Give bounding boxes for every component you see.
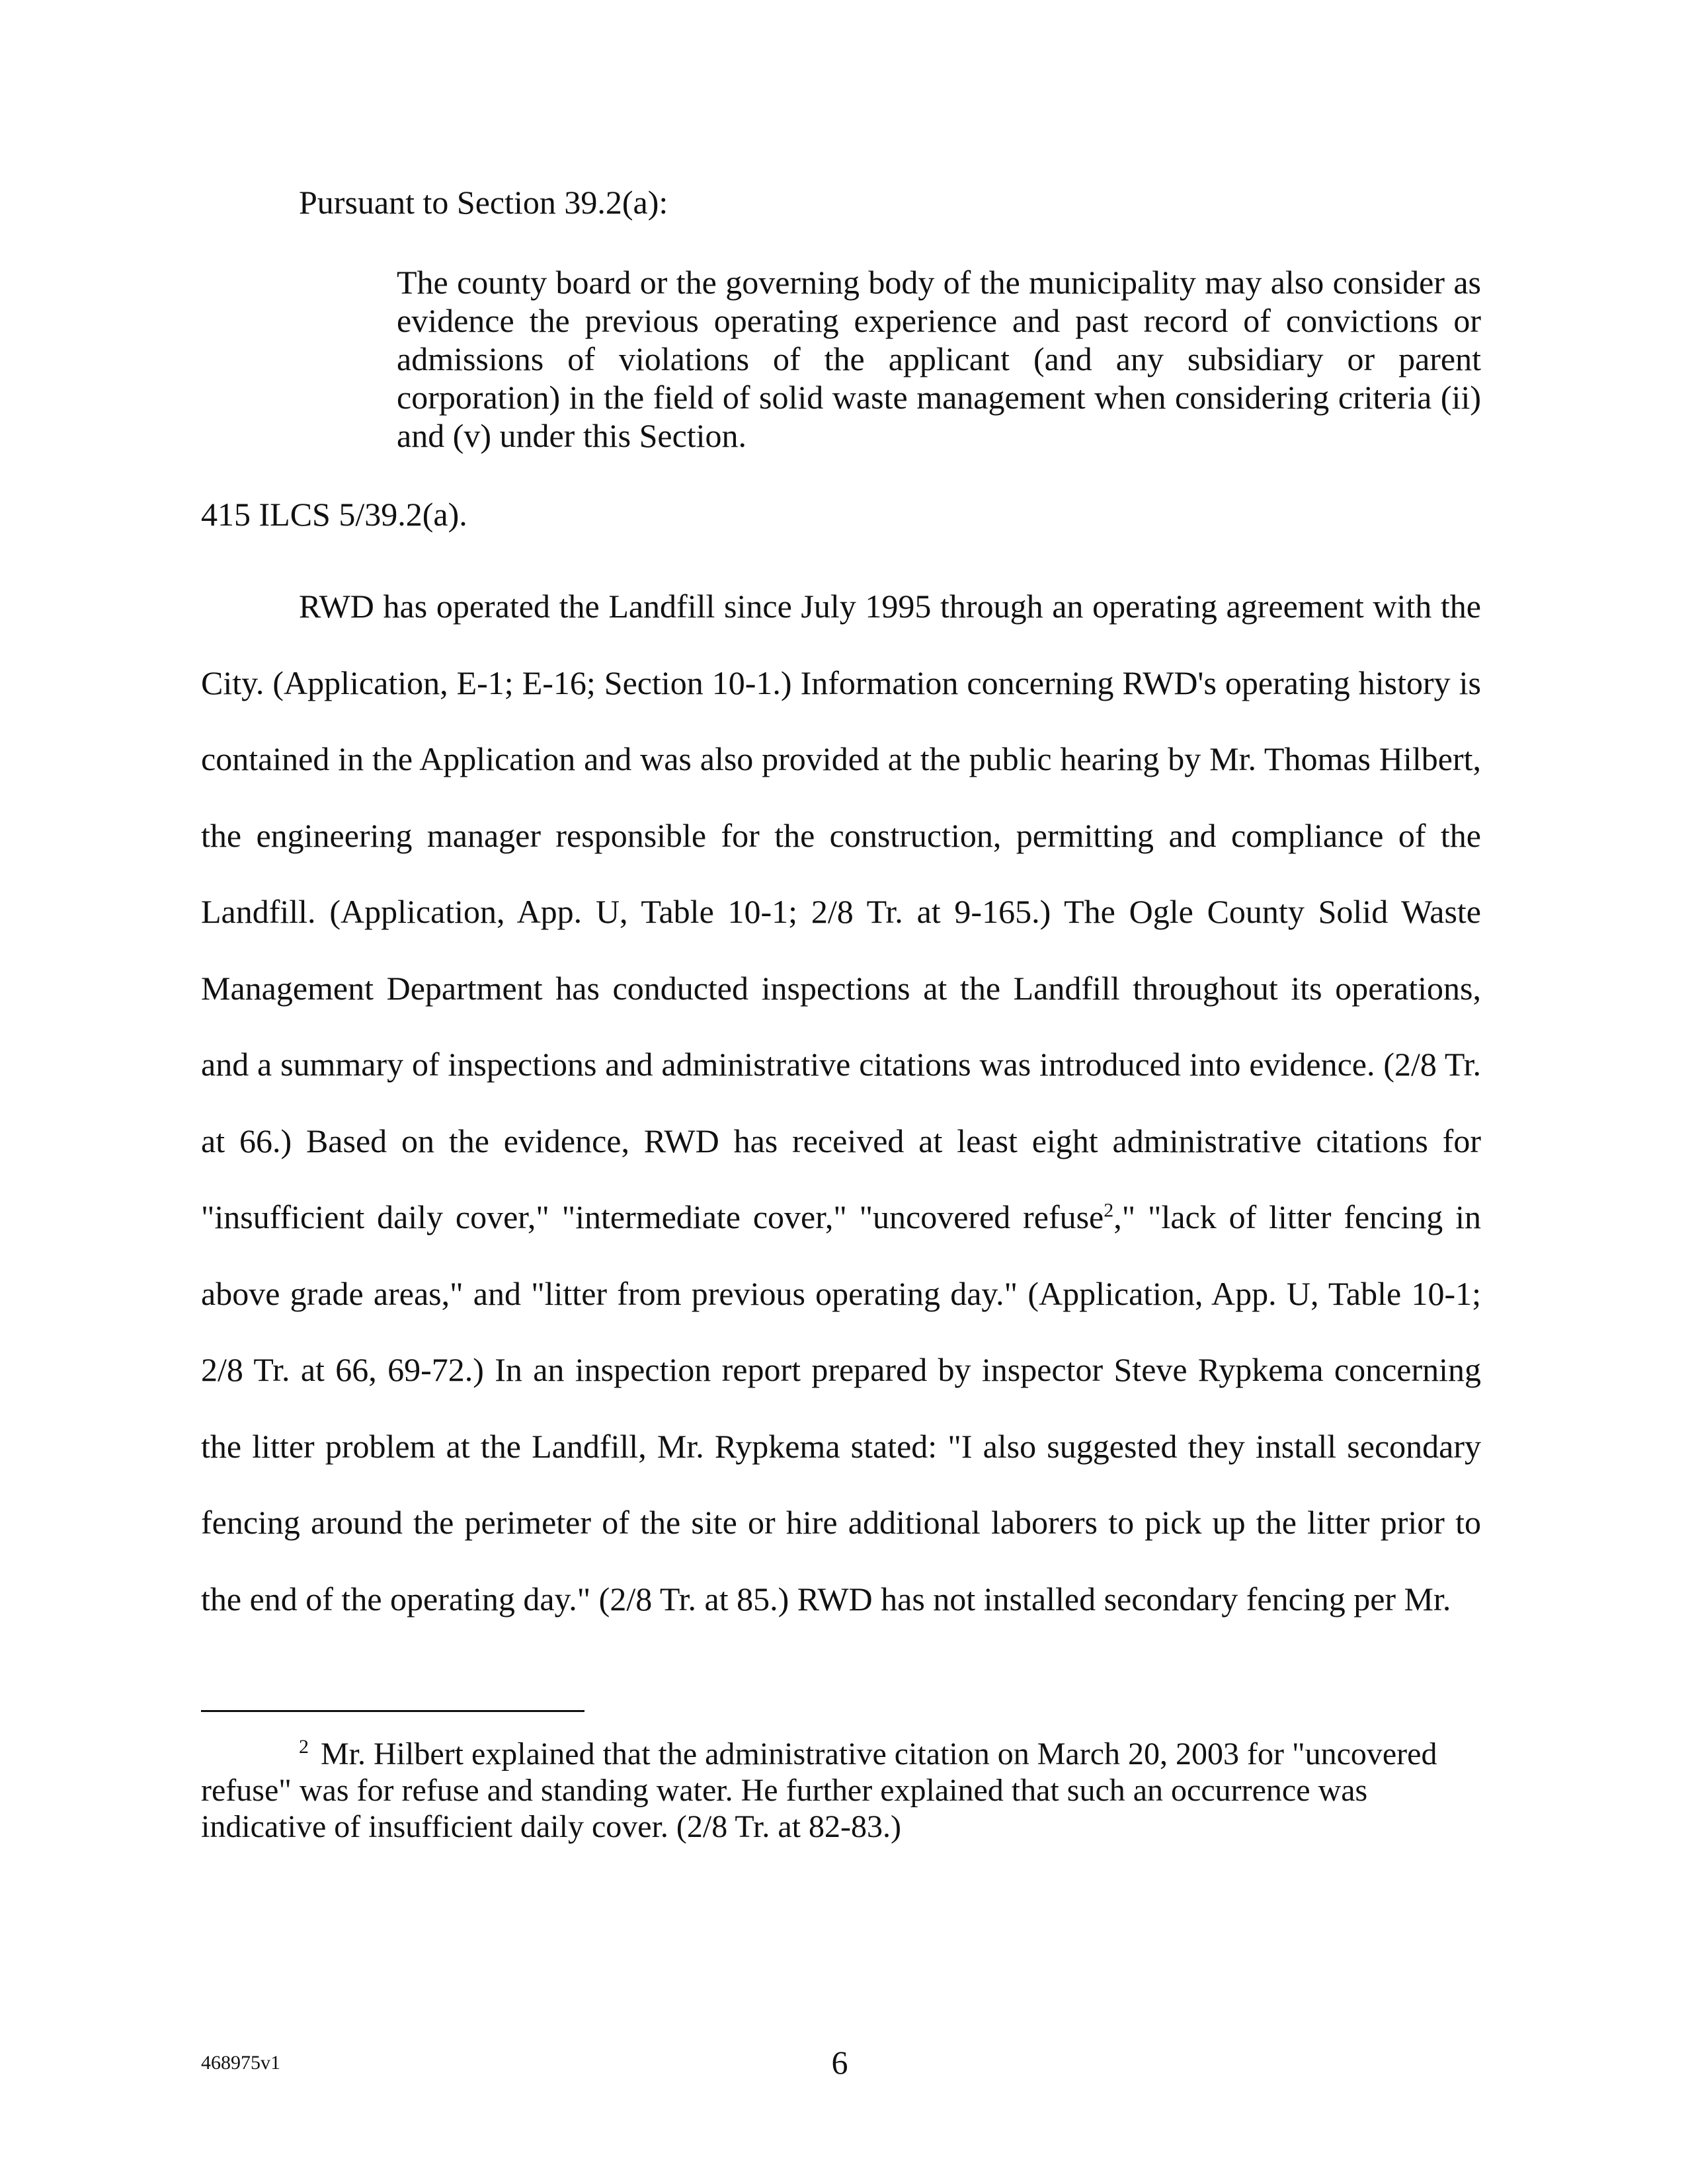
footnote-marker: 2 [299, 1736, 309, 1758]
body-text-part-2: ," "lack of litter fencing in above grade areas," and "litter from previous operating day." (Application, App. U, Table 10-1; 2/8 Tr. at 66, 69-72.) In an inspection report prepared by inspector Steve Rypkema concerning the litter problem at the Landfill, Mr. Rypkema stated: "I also suggested they install secondary fencing around the perimeter of the site or hire additional laborers to pick up the litter prior to the end of the operating day." (2/8 Tr. at 85.) RWD has not installed secondary fencing per Mr. [201, 1198, 1481, 1618]
footnote-separator [201, 1710, 584, 1712]
statute-citation: 415 ILCS 5/39.2(a). [201, 496, 467, 533]
document-id: 468975v1 [201, 2052, 280, 2074]
footnote-reference: 2 [1104, 1199, 1114, 1222]
body-text-part-1: RWD has operated the Landfill since July 1995 through an operating agreement with the City. (Application, E-1; E-16; Section 10-1.) Information concerning RWD's operating history is contained in the Application and was also provided at the public hearing by Mr. Thomas Hilbert, the engineering manager responsible for the construction, permitting and compliance of the Landfill. (Application, App. U, Table 10-1; 2/8 Tr. at 9-165.) The Ogle County Solid Waste Management Department has conducted inspections at the Landfill throughout its operations, and a summary of inspections and administrative citations was introduced into evidence. (2/8 Tr. at 66.) Based on the evidence, RWD has received at least eight administrative citations for "insufficient daily cover," "intermediate cover," "uncovered refuse [201, 588, 1481, 1235]
block-quote: The county board or the governing body of the municipality may also consider as evidence the previous operating experience and past record of convictions or admissions of violations of the applicant (and any subsidiary or parent corporation) in the field of solid waste management when considering criteria (ii) and (v) under this Section. [397, 264, 1481, 454]
footnote-text: Mr. Hilbert explained that the administrative citation on March 20, 2003 for "uncovered refuse" was for refuse and standing water. He further explained that such an occurrence was indicative of insufficient daily cover. (2/8 Tr. at 82-83.) [201, 1736, 1437, 1844]
page-number: 6 [831, 2044, 848, 2081]
footnote [201, 1736, 1481, 1845]
body-paragraph [201, 568, 1481, 1637]
intro-line: Pursuant to Section 39.2(a): [299, 184, 668, 221]
